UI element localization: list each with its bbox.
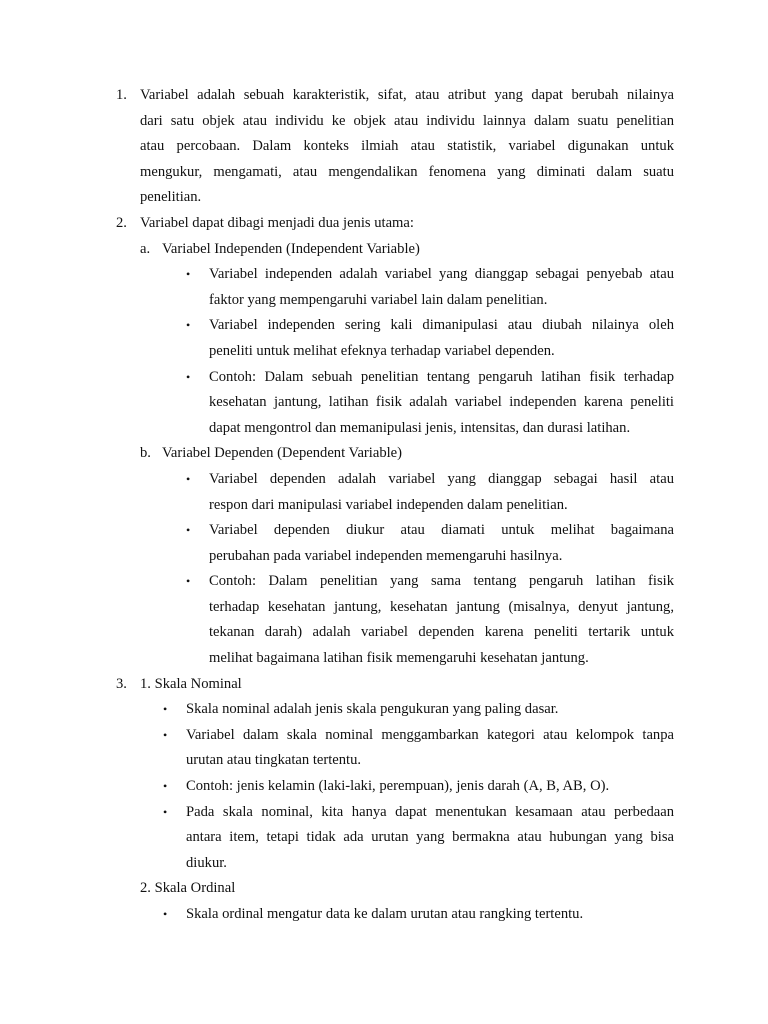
list-item-line (0, 185, 768, 211)
list-item-2 (0, 211, 768, 237)
bullet-item-line (0, 825, 768, 851)
bullet-line: Variabel independen sering kali dimanipulasi atau diubah nilainya oleh (209, 317, 674, 334)
bullet-item (0, 467, 768, 493)
sub-item-heading: Variabel Dependen (Dependent Variable) (162, 445, 403, 462)
bullet-icon: • (186, 369, 191, 384)
sub-heading-text: 2. Skala Ordinal (140, 880, 236, 897)
bullet-line: dapat mengontrol dan memanipulasi jenis, intensitas, dan durasi latihan. (209, 419, 631, 436)
bullet-icon: • (163, 907, 168, 921)
bullet-item-line (0, 595, 768, 621)
bullet-line: melihat bagaimana latihan fisik memengaruhi kesehatan jantung. (209, 650, 589, 667)
bullet-line: Variabel dependen adalah variabel yang dianggap sebagai hasil atau (209, 470, 674, 487)
bullet-item (0, 774, 768, 800)
bullet-line: diukur. (186, 854, 227, 871)
bullet-line: Contoh: Dalam penelitian yang sama tentang pengaruh latihan fisik (209, 573, 674, 590)
bullet-icon: • (186, 523, 191, 538)
bullet-item (0, 723, 768, 749)
bullet-line: respon dari manipulasi variabel independen dalam penelitian. (209, 496, 568, 513)
bullet-item-line (0, 416, 768, 442)
sub-item-letter: b. (140, 445, 151, 462)
bullet-line: tekanan darah) adalah variabel dependen karena peneliti tertarik untuk (209, 624, 674, 641)
list-number: 1. (116, 87, 127, 103)
bullet-item-line (0, 339, 768, 365)
bullet-line: perubahan pada variabel independen memengaruhi hasilnya. (209, 547, 563, 564)
list-item-1 (0, 83, 768, 109)
bullet-item (0, 313, 768, 339)
bullet-line: urutan atau tingkatan tertentu. (186, 752, 362, 769)
bullet-item (0, 902, 768, 928)
sub-item-a (0, 237, 768, 263)
bullet-item (0, 800, 768, 826)
bullet-icon: • (186, 471, 191, 486)
bullet-item (0, 569, 768, 595)
bullet-item-line (0, 748, 768, 774)
list-item-line-text: penelitian. (140, 189, 202, 206)
bullet-line: kesehatan jantung, latihan fisik adalah variabel independen karena peneliti (209, 394, 674, 411)
document-body (0, 83, 768, 928)
bullet-line: Skala nominal adalah jenis skala pengukuran yang paling dasar. (186, 701, 559, 718)
list-item-heading: Variabel dapat dibagi menjadi dua jenis utama: (140, 214, 414, 231)
bullet-item (0, 262, 768, 288)
bullet-item-line (0, 544, 768, 570)
bullet-item (0, 697, 768, 723)
list-item-heading: 1. Skala Nominal (140, 675, 242, 692)
bullet-item (0, 518, 768, 544)
bullet-icon: • (186, 318, 191, 333)
list-item-line (0, 160, 768, 186)
bullet-item-line (0, 493, 768, 519)
bullet-line: Contoh: Dalam sebuah penelitian tentang pengaruh latihan fisik terhadap (209, 368, 674, 385)
bullet-icon: • (186, 574, 191, 589)
list-item-line-text: dari satu objek atau individu ke objek atau individu lainnya dalam suatu penelitian (140, 112, 674, 129)
bullet-line: Contoh: jenis kelamin (laki-laki, perempuan), jenis darah (A, B, AB, O). (186, 778, 610, 795)
bullet-item-line (0, 620, 768, 646)
list-item-line: Variabel adalah sebuah karakteristik, sifat, atau atribut yang dapat berubah nilainya (140, 87, 674, 103)
bullet-icon: • (186, 267, 191, 282)
list-item-3 (0, 672, 768, 698)
list-item-line (0, 134, 768, 160)
bullet-item-line (0, 288, 768, 314)
bullet-icon: • (163, 702, 168, 717)
list-item-line (0, 109, 768, 135)
list-item-line-text: mengukur, mengamati, atau mengendalikan fenomena yang diminati dalam suatu (140, 163, 674, 180)
bullet-line: Skala ordinal mengatur data ke dalam urutan atau rangking tertentu. (186, 906, 584, 922)
list-item-line-text: atau percobaan. Dalam konteks ilmiah atau statistik, variabel digunakan untuk (140, 138, 674, 155)
bullet-line: terhadap kesehatan jantung, kesehatan jantung (misalnya, denyut jantung, (209, 598, 674, 615)
bullet-icon: • (163, 779, 168, 794)
list-number: 2. (116, 214, 127, 231)
bullet-item-line (0, 390, 768, 416)
bullet-line: Variabel dalam skala nominal menggambarkan kategori atau kelompok tanpa (186, 726, 674, 743)
list-number: 3. (116, 675, 127, 692)
bullet-line: Variabel dependen diukur atau diamati untuk melihat bagaimana (209, 522, 674, 539)
bullet-item-line (0, 851, 768, 877)
sub-heading-ordinal (0, 876, 768, 902)
sub-item-heading: Variabel Independen (Independent Variable) (162, 240, 420, 257)
bullet-icon: • (163, 804, 168, 819)
bullet-line: antara item, tetapi tidak ada urutan yang bermakna atau hubungan yang bisa (186, 829, 674, 846)
bullet-line: peneliti untuk melihat efeknya terhadap variabel dependen. (209, 342, 555, 359)
bullet-item (0, 365, 768, 391)
bullet-line: Variabel independen adalah variabel yang dianggap sebagai penyebab atau (209, 266, 674, 283)
sub-item-b (0, 441, 768, 467)
bullet-line: faktor yang mempengaruhi variabel lain dalam penelitian. (209, 291, 548, 308)
bullet-icon: • (163, 727, 168, 742)
sub-item-letter: a. (140, 240, 151, 257)
bullet-item-line (0, 646, 768, 672)
bullet-line: Pada skala nominal, kita hanya dapat menentukan kesamaan atau perbedaan (186, 803, 674, 820)
